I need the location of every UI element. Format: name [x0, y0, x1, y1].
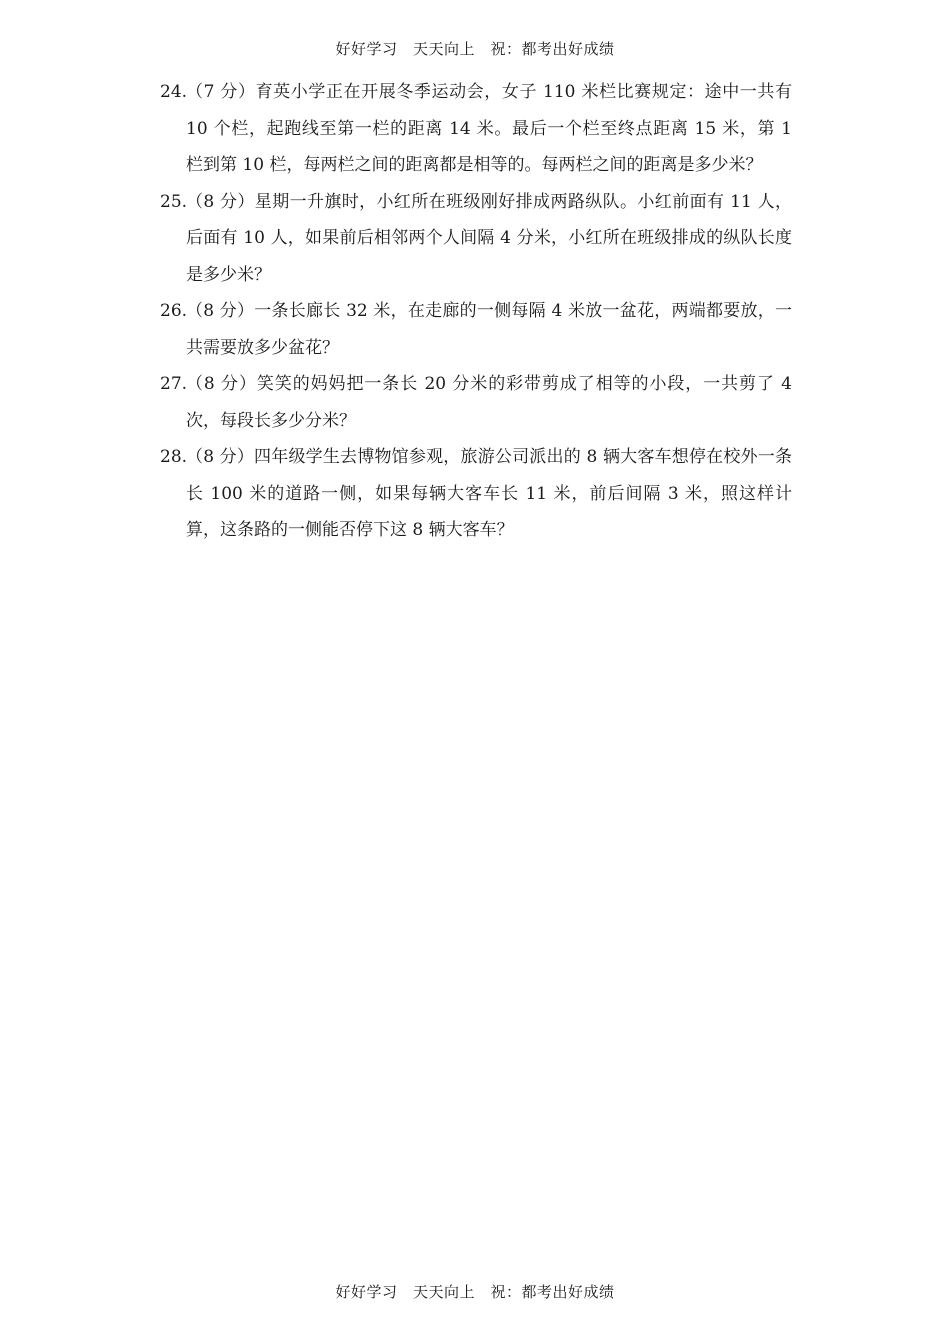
question-score: （7 分） — [186, 82, 256, 102]
question-text: 一条长廊长 32 米，在走廊的一侧每隔 4 米放一盆花，两端都要放，一共需要放多少盆花？ — [186, 301, 792, 358]
question-26 — [160, 293, 792, 366]
question-score: （8 分） — [186, 191, 255, 212]
question-text: 星期一升旗时，小红所在班级刚好排成两路纵队。小红前面有 11 人，后面有 10 人，如果前后相邻两个人间隔 4 分米，小红所在班级排成的纵队长度是多少米？ — [186, 191, 792, 285]
question-text: 四年级学生去博物馆参观，旅游公司派出的 8 辆大客车想停在校外一条长 100 米的道路一侧，如果每辆大客车长 11 米，前后间隔 3 米，照这样计算，这条路的一侧能否停下这 8 辆大客车？ — [186, 447, 792, 540]
question-25 — [160, 184, 792, 294]
question-number: 24. — [160, 82, 188, 102]
question-score: （8 分） — [186, 447, 255, 467]
question-text: 笑笑的妈妈把一条长 20 分米的彩带剪成了相等的小段，一共剪了 4 次，每段长多少分米？ — [186, 374, 792, 431]
question-28 — [160, 439, 792, 549]
question-27 — [160, 366, 792, 439]
question-text: 育英小学正在开展冬季运动会，女子 110 米栏比赛规定：途中一共有 10 个栏，起跑线至第一栏的距离 14 米。最后一个栏至终点距离 15 米，第 1 栏到第 10 栏，每两栏之间的距离都是相等的。每两栏之间的距离是多少米？ — [186, 82, 792, 175]
page-header: 好好学习 天天向上 祝：都考出好成绩 — [335, 40, 615, 58]
question-score: （8 分） — [186, 374, 257, 394]
page-footer: 好好学习 天天向上 祝：都考出好成绩 — [335, 1283, 615, 1301]
question-number: 26. — [160, 301, 188, 321]
question-score: （8 分） — [186, 301, 255, 321]
question-number: 25. — [160, 191, 188, 212]
question-24 — [160, 74, 792, 184]
question-number: 27. — [160, 374, 188, 394]
question-number: 28. — [160, 447, 188, 467]
question-list — [160, 74, 792, 549]
